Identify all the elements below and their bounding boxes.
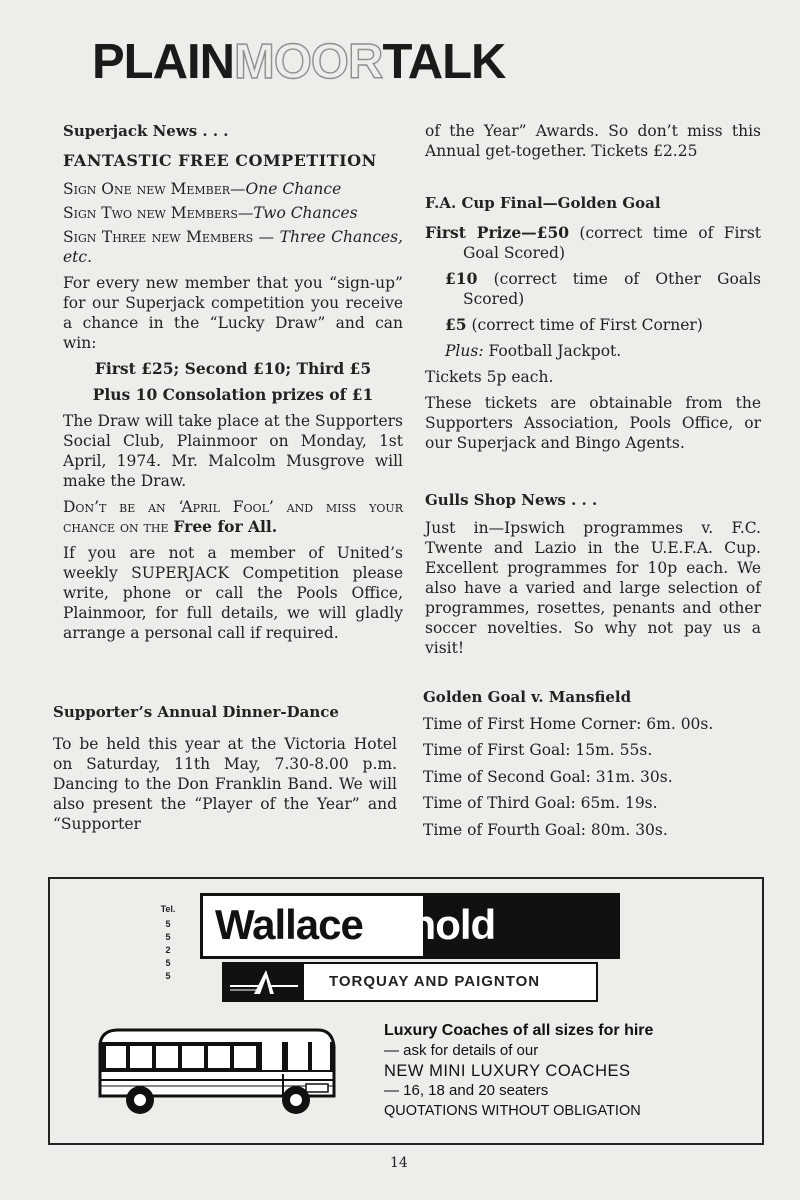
masthead-title: [92, 36, 752, 88]
golden-goal-line: Time of Third Goal: 65m. 19s.: [423, 794, 658, 812]
facup-first-prize: First Prize—£50 (correct time of First Goal Scored): [425, 223, 761, 262]
facup-plus: Plus: Football Jackpot.: [445, 342, 622, 360]
superjack-para-4: If you are not a member of United’s weekly SUPERJACK Competition please write, phone or call the Pools Office, Plainmoor, for full details, we will gladly arrange a personal call if required.: [63, 544, 403, 642]
golden-goal-line: Time of First Goal: 15m. 55s.: [423, 741, 653, 759]
location-banner: [222, 962, 598, 1002]
superjack-para-3: Don’t be an ‘April Fool’ and miss your chance on the Free for All.: [63, 498, 403, 536]
golden-goal-heading: Golden Goal v. Mansfield: [423, 688, 632, 706]
superjack-section: [63, 121, 403, 649]
facup-third-prize: £5 (correct time of First Corner): [445, 315, 703, 334]
advert-text: [384, 1021, 653, 1121]
prizes-line-1: First £25; Second £10; Third £5: [94, 359, 372, 378]
golden-goal-section: [423, 684, 761, 843]
superjack-heading: Superjack News . . .: [63, 122, 229, 140]
shop-heading: Gulls Shop News . . .: [425, 491, 598, 509]
facup-tickets: Tickets 5p each.: [425, 368, 554, 386]
sign-two-line: Sign Two new Members—Two Chances: [63, 204, 358, 222]
dinner-continuation: [425, 121, 761, 167]
golden-goal-line: Time of Second Goal: 31m. 30s.: [423, 767, 673, 786]
dinner-para: To be held this year at the Victoria Hotel on Saturday, 11th May, 7.30-8.00 p.m. Dancing to the Don Franklin Band. We will also present the “Player of the Year” and “Supporter: [53, 735, 397, 833]
advert-line-4: — 16, 18 and 20 seaters: [384, 1082, 549, 1099]
facup-heading: F.A. Cup Final—Golden Goal: [425, 194, 661, 212]
prizes-line-2: Plus 10 Consolation prizes of £1: [92, 385, 374, 404]
golden-goal-line: Time of First Home Corner: 6m. 00s.: [423, 714, 714, 733]
facup-obtain: These tickets are obtainable from the Supporters Association, Pools Office, or our Superjack and Bingo Agents.: [425, 394, 761, 452]
masthead-talk: TALK: [382, 35, 506, 89]
superjack-subheading: FANTASTIC FREE COMPETITION: [63, 151, 377, 170]
masthead-plain: PLAIN: [92, 35, 234, 89]
dinner-section: [53, 702, 397, 840]
advert-line-3: NEW MINI LUXURY COACHES: [384, 1062, 631, 1080]
dinner-cont-text: of the Year” Awards. So don’t miss this Annual get-together. Tickets £2.25: [425, 122, 761, 160]
coach-illustration-icon: [92, 1022, 338, 1120]
sign-three-line: Sign Three new Members — Three Chances, etc.: [63, 228, 403, 266]
facup-second-prize: £10 (correct time of Other Goals Scored): [445, 269, 761, 308]
page-number: 14: [390, 1155, 408, 1171]
shop-section: [425, 490, 761, 664]
superjack-para-1: For every new member that you “sign-up” for our Superjack competition you receive a chance in the “Lucky Draw” and can win:: [63, 274, 403, 352]
shop-para: Just in—Ipswich programmes v. F.C. Twente and Lazio in the U.E.F.A. Cup. Excellent programmes for 10p each. We also have a varied and large selection of programmes, rosettes, penants and other soccer novelties. So why not pay us a visit!: [425, 519, 761, 657]
advert-line-1: Luxury Coaches of all sizes for hire: [384, 1022, 654, 1039]
sign-one-line: Sign One new Member—One Chance: [63, 180, 342, 198]
golden-goal-line: Time of Fourth Goal: 80m. 30s.: [423, 820, 668, 839]
masthead-moor: MOOR: [234, 35, 383, 89]
superjack-para-2: The Draw will take place at the Supporters Social Club, Plainmoor on Monday, 1st April, 1974. Mr. Malcolm Musgrove will make the Draw.: [63, 412, 403, 490]
brand-logo: [200, 893, 620, 959]
brand-wallace: Wallace: [215, 901, 363, 948]
advert-line-2: — ask for details of our: [384, 1042, 539, 1059]
brand-arnold: Arnold: [365, 901, 496, 948]
dinner-heading: Supporter’s Annual Dinner-Dance: [53, 703, 339, 721]
location-text: TORQUAY AND PAIGNTON: [329, 973, 541, 990]
telephone-number: Tel. 5 5 2 5 5: [160, 904, 176, 981]
wa-emblem-icon: [224, 964, 304, 1000]
advert-line-5: QUOTATIONS WITHOUT OBLIGATION: [384, 1103, 641, 1119]
facup-section: [425, 193, 761, 459]
